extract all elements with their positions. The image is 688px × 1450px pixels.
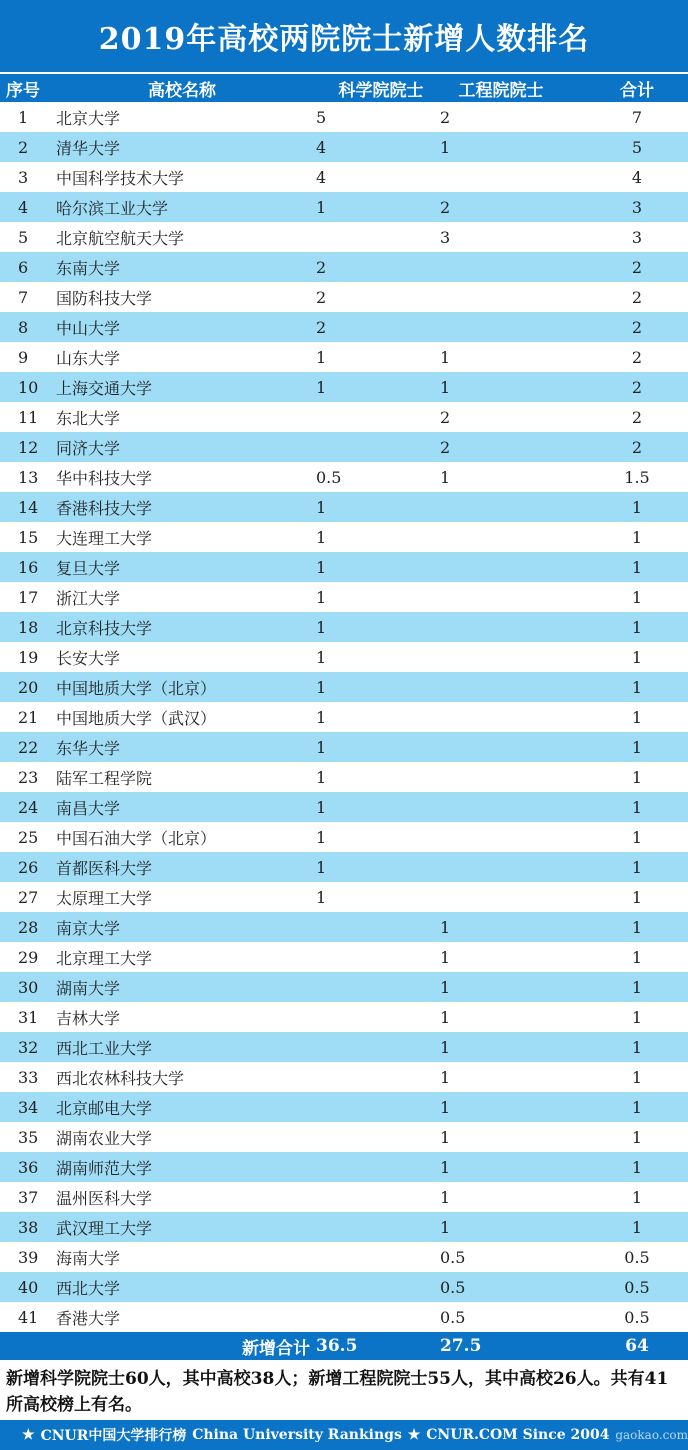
cell-name: 中国石油大学（北京） (56, 828, 217, 848)
footer-site: CNUR.COM Since 2004 (426, 1427, 610, 1443)
summary-total: 64 (625, 1336, 649, 1356)
summary-label: 新增合计 (242, 1338, 310, 1359)
cell-total: 1 (631, 527, 643, 547)
table-row (0, 702, 688, 732)
page-title: 2019年高校两院院士新增人数排名 (0, 0, 688, 72)
cell-eng: 0.5 (440, 1307, 466, 1327)
table-row (0, 1152, 688, 1182)
cell-name: 浙江大学 (56, 588, 121, 608)
header-rank: 序号 (6, 80, 40, 101)
table-row (0, 402, 688, 432)
cell-name: 中山大学 (56, 318, 121, 338)
table-row (0, 672, 688, 702)
table-row (0, 492, 688, 522)
cell-rank: 8 (18, 317, 29, 337)
cell-eng: 0.5 (440, 1277, 466, 1297)
cell-rank: 7 (18, 287, 29, 307)
summary-sci: 36.5 (316, 1336, 358, 1356)
cell-eng: 2 (440, 197, 451, 217)
table-row (0, 282, 688, 312)
table-row (0, 522, 688, 552)
cell-name: 中国科学技术大学 (56, 168, 185, 188)
table-header (0, 72, 688, 102)
cell-name: 北京大学 (56, 108, 121, 128)
cell-total: 1 (631, 767, 643, 787)
table-row (0, 552, 688, 582)
cell-sci: 4 (316, 167, 327, 187)
cell-name: 南京大学 (56, 918, 121, 938)
cell-sci: 2 (316, 317, 327, 337)
cell-eng: 1 (440, 977, 451, 997)
cell-rank: 3 (18, 167, 29, 187)
table-row (0, 942, 688, 972)
cell-rank: 24 (18, 797, 39, 817)
cell-name: 北京航空航天大学 (56, 228, 185, 248)
table-row (0, 852, 688, 882)
cell-eng: 1 (440, 1187, 451, 1207)
cell-eng: 2 (440, 407, 451, 427)
cell-total: 1 (631, 857, 643, 877)
cell-name: 西北农林科技大学 (56, 1068, 185, 1088)
cell-rank: 34 (18, 1097, 39, 1117)
cell-name: 山东大学 (56, 348, 121, 368)
cell-rank: 35 (18, 1127, 39, 1147)
cell-total: 1.5 (624, 467, 650, 487)
footer-bar (0, 1420, 688, 1450)
cell-sci: 1 (316, 557, 327, 577)
cell-rank: 31 (18, 1007, 39, 1027)
header-eng: 工程院院士 (458, 80, 544, 101)
cell-name: 哈尔滨工业大学 (56, 198, 169, 218)
cell-rank: 26 (18, 857, 39, 877)
footer-watermark: gaokao.com (615, 1428, 688, 1442)
cell-sci: 1 (316, 767, 327, 787)
cell-eng: 3 (440, 227, 451, 247)
cell-sci: 4 (316, 137, 327, 157)
cell-eng: 1 (440, 917, 451, 937)
cell-total: 2 (631, 257, 643, 277)
cell-name: 同济大学 (56, 438, 121, 458)
cell-sci: 2 (316, 257, 327, 277)
cell-total: 1 (631, 617, 643, 637)
table-row (0, 462, 688, 492)
cell-sci: 1 (316, 737, 327, 757)
cell-total: 1 (631, 977, 643, 997)
cell-sci: 1 (316, 797, 327, 817)
cell-eng: 1 (440, 947, 451, 967)
header-total: 合计 (620, 80, 654, 101)
cell-rank: 13 (18, 467, 39, 487)
cell-rank: 28 (18, 917, 39, 937)
table-row (0, 342, 688, 372)
cell-total: 1 (631, 557, 643, 577)
header-sci: 科学院院士 (338, 80, 424, 101)
cell-eng: 2 (440, 107, 451, 127)
cell-total: 1 (631, 947, 643, 967)
cell-sci: 1 (316, 707, 327, 727)
cell-rank: 41 (18, 1307, 39, 1327)
cell-rank: 12 (18, 437, 39, 457)
cell-rank: 16 (18, 557, 39, 577)
cell-sci: 1 (316, 647, 327, 667)
cell-eng: 1 (440, 467, 451, 487)
cell-rank: 39 (18, 1247, 39, 1267)
table-row (0, 792, 688, 822)
table-row (0, 1092, 688, 1122)
cell-total: 3 (631, 197, 643, 217)
cell-total: 0.5 (624, 1247, 650, 1267)
cell-name: 海南大学 (56, 1248, 121, 1268)
table-row (0, 162, 688, 192)
cell-total: 1 (631, 1127, 643, 1147)
cell-name: 复旦大学 (56, 558, 121, 578)
cell-total: 0.5 (624, 1277, 650, 1297)
cell-eng: 0.5 (440, 1247, 466, 1267)
cell-sci: 1 (316, 527, 327, 547)
cell-total: 1 (631, 797, 643, 817)
cell-name: 东北大学 (56, 408, 121, 428)
cell-rank: 5 (18, 227, 29, 247)
cell-name: 东华大学 (56, 738, 121, 758)
table-row (0, 132, 688, 162)
table-row (0, 822, 688, 852)
cell-rank: 33 (18, 1067, 39, 1087)
cell-sci: 1 (316, 827, 327, 847)
cell-rank: 29 (18, 947, 39, 967)
cell-name: 陆军工程学院 (56, 768, 153, 788)
cell-total: 4 (631, 167, 643, 187)
cell-name: 中国地质大学（北京） (56, 678, 217, 698)
table-row (0, 102, 688, 132)
table-row (0, 642, 688, 672)
table-row (0, 1062, 688, 1092)
cell-eng: 1 (440, 1007, 451, 1027)
cell-name: 东南大学 (56, 258, 121, 278)
cell-name: 西北工业大学 (56, 1038, 153, 1058)
footer-brand: CNUR中国大学排行榜 (40, 1428, 187, 1444)
table-row (0, 1122, 688, 1152)
cell-name: 长安大学 (56, 648, 121, 668)
cell-sci: 1 (316, 887, 327, 907)
cell-name: 西北大学 (56, 1278, 121, 1298)
cell-name: 国防科技大学 (56, 288, 153, 308)
cell-name: 湖南农业大学 (56, 1128, 153, 1148)
cell-name: 香港大学 (56, 1308, 121, 1328)
cell-sci: 5 (316, 107, 327, 127)
table-row (0, 222, 688, 252)
cell-total: 1 (631, 1037, 643, 1057)
cell-name: 清华大学 (56, 138, 121, 158)
header-name: 高校名称 (148, 80, 216, 101)
cell-total: 2 (631, 377, 643, 397)
cell-name: 大连理工大学 (56, 528, 153, 548)
cell-total: 1 (631, 1157, 643, 1177)
summary-eng: 27.5 (440, 1336, 482, 1356)
cell-name: 北京理工大学 (56, 948, 153, 968)
cell-rank: 2 (18, 137, 29, 157)
cell-rank: 37 (18, 1187, 39, 1207)
cell-total: 1 (631, 1217, 643, 1237)
table-row (0, 732, 688, 762)
cell-sci: 1 (316, 197, 327, 217)
cell-sci: 1 (316, 497, 327, 517)
cell-total: 7 (631, 107, 643, 127)
cell-total: 1 (631, 677, 643, 697)
cell-name: 吉林大学 (56, 1008, 121, 1028)
cell-total: 2 (631, 287, 643, 307)
cell-rank: 11 (18, 407, 39, 427)
cell-total: 1 (631, 1097, 643, 1117)
summary-row (0, 1332, 688, 1360)
cell-rank: 15 (18, 527, 39, 547)
table-row (0, 312, 688, 342)
cell-total: 1 (631, 647, 643, 667)
cell-rank: 22 (18, 737, 39, 757)
cell-total: 2 (631, 407, 643, 427)
cell-total: 1 (631, 1007, 643, 1027)
cell-rank: 27 (18, 887, 39, 907)
star-icon: ★ (407, 1427, 421, 1443)
table-row (0, 1002, 688, 1032)
table-body (0, 102, 688, 1332)
cell-rank: 18 (18, 617, 39, 637)
cell-rank: 32 (18, 1037, 39, 1057)
cell-name: 上海交通大学 (56, 378, 153, 398)
cell-rank: 36 (18, 1157, 39, 1177)
cell-rank: 10 (18, 377, 39, 397)
cell-sci: 0.5 (316, 467, 342, 487)
star-icon: ★ (22, 1427, 35, 1443)
cell-eng: 1 (440, 347, 451, 367)
cell-name: 太原理工大学 (56, 888, 153, 908)
cell-name: 湖南大学 (56, 978, 121, 998)
cell-rank: 1 (18, 107, 29, 127)
table-row (0, 432, 688, 462)
table-row (0, 372, 688, 402)
table-row (0, 762, 688, 792)
cell-eng: 1 (440, 1067, 451, 1087)
cell-sci: 1 (316, 857, 327, 877)
table-row (0, 1032, 688, 1062)
cell-rank: 23 (18, 767, 39, 787)
cell-name: 香港科技大学 (56, 498, 153, 518)
table-row (0, 192, 688, 222)
table-row (0, 1302, 688, 1332)
cell-rank: 14 (18, 497, 39, 517)
table-row (0, 252, 688, 282)
note-text: 新增科学院院士60人，其中高校38人；新增工程院院士55人，其中高校26人。共有41所高校榜上有名。 (6, 1369, 669, 1415)
cell-total: 2 (631, 437, 643, 457)
table-row (0, 1212, 688, 1242)
cell-total: 1 (631, 587, 643, 607)
cell-total: 2 (631, 347, 643, 367)
cell-eng: 1 (440, 1217, 451, 1237)
footer-english: China University Rankings (192, 1427, 402, 1443)
cell-name: 温州医科大学 (56, 1188, 153, 1208)
cell-sci: 1 (316, 617, 327, 637)
cell-eng: 1 (440, 1097, 451, 1117)
cell-name: 华中科技大学 (56, 468, 153, 488)
cell-rank: 25 (18, 827, 39, 847)
cell-rank: 17 (18, 587, 39, 607)
cell-eng: 2 (440, 437, 451, 457)
cell-name: 北京科技大学 (56, 618, 153, 638)
table-row (0, 582, 688, 612)
cell-total: 5 (631, 137, 643, 157)
cell-total: 3 (631, 227, 643, 247)
cell-rank: 20 (18, 677, 39, 697)
cell-eng: 1 (440, 377, 451, 397)
cell-rank: 30 (18, 977, 39, 997)
cell-total: 1 (631, 887, 643, 907)
table-row (0, 612, 688, 642)
cell-sci: 1 (316, 677, 327, 697)
cell-sci: 1 (316, 587, 327, 607)
cell-name: 武汉理工大学 (56, 1218, 153, 1238)
cell-total: 1 (631, 707, 643, 727)
table-row (0, 882, 688, 912)
cell-name: 中国地质大学（武汉） (56, 708, 217, 728)
cell-total: 1 (631, 827, 643, 847)
cell-name: 首都医科大学 (56, 858, 153, 878)
cell-eng: 1 (440, 1157, 451, 1177)
cell-rank: 9 (18, 347, 29, 367)
cell-total: 0.5 (624, 1307, 650, 1327)
cell-sci: 1 (316, 347, 327, 367)
cell-rank: 19 (18, 647, 39, 667)
cell-total: 1 (631, 497, 643, 517)
cell-total: 1 (631, 1067, 643, 1087)
cell-eng: 1 (440, 137, 451, 157)
cell-rank: 6 (18, 257, 29, 277)
table-row (0, 1272, 688, 1302)
table-row (0, 1242, 688, 1272)
cell-sci: 1 (316, 377, 327, 397)
cell-total: 1 (631, 1187, 643, 1207)
cell-eng: 1 (440, 1037, 451, 1057)
cell-rank: 38 (18, 1217, 39, 1237)
cell-sci: 2 (316, 287, 327, 307)
cell-total: 1 (631, 917, 643, 937)
cell-name: 北京邮电大学 (56, 1098, 153, 1118)
cell-rank: 21 (18, 707, 39, 727)
cell-name: 南昌大学 (56, 798, 121, 818)
cell-total: 1 (631, 737, 643, 757)
cell-eng: 1 (440, 1127, 451, 1147)
table-row (0, 1182, 688, 1212)
table-row (0, 912, 688, 942)
cell-total: 2 (631, 317, 643, 337)
cell-rank: 4 (18, 197, 29, 217)
table-row (0, 972, 688, 1002)
cell-name: 湖南师范大学 (56, 1158, 153, 1178)
cell-rank: 40 (18, 1277, 39, 1297)
